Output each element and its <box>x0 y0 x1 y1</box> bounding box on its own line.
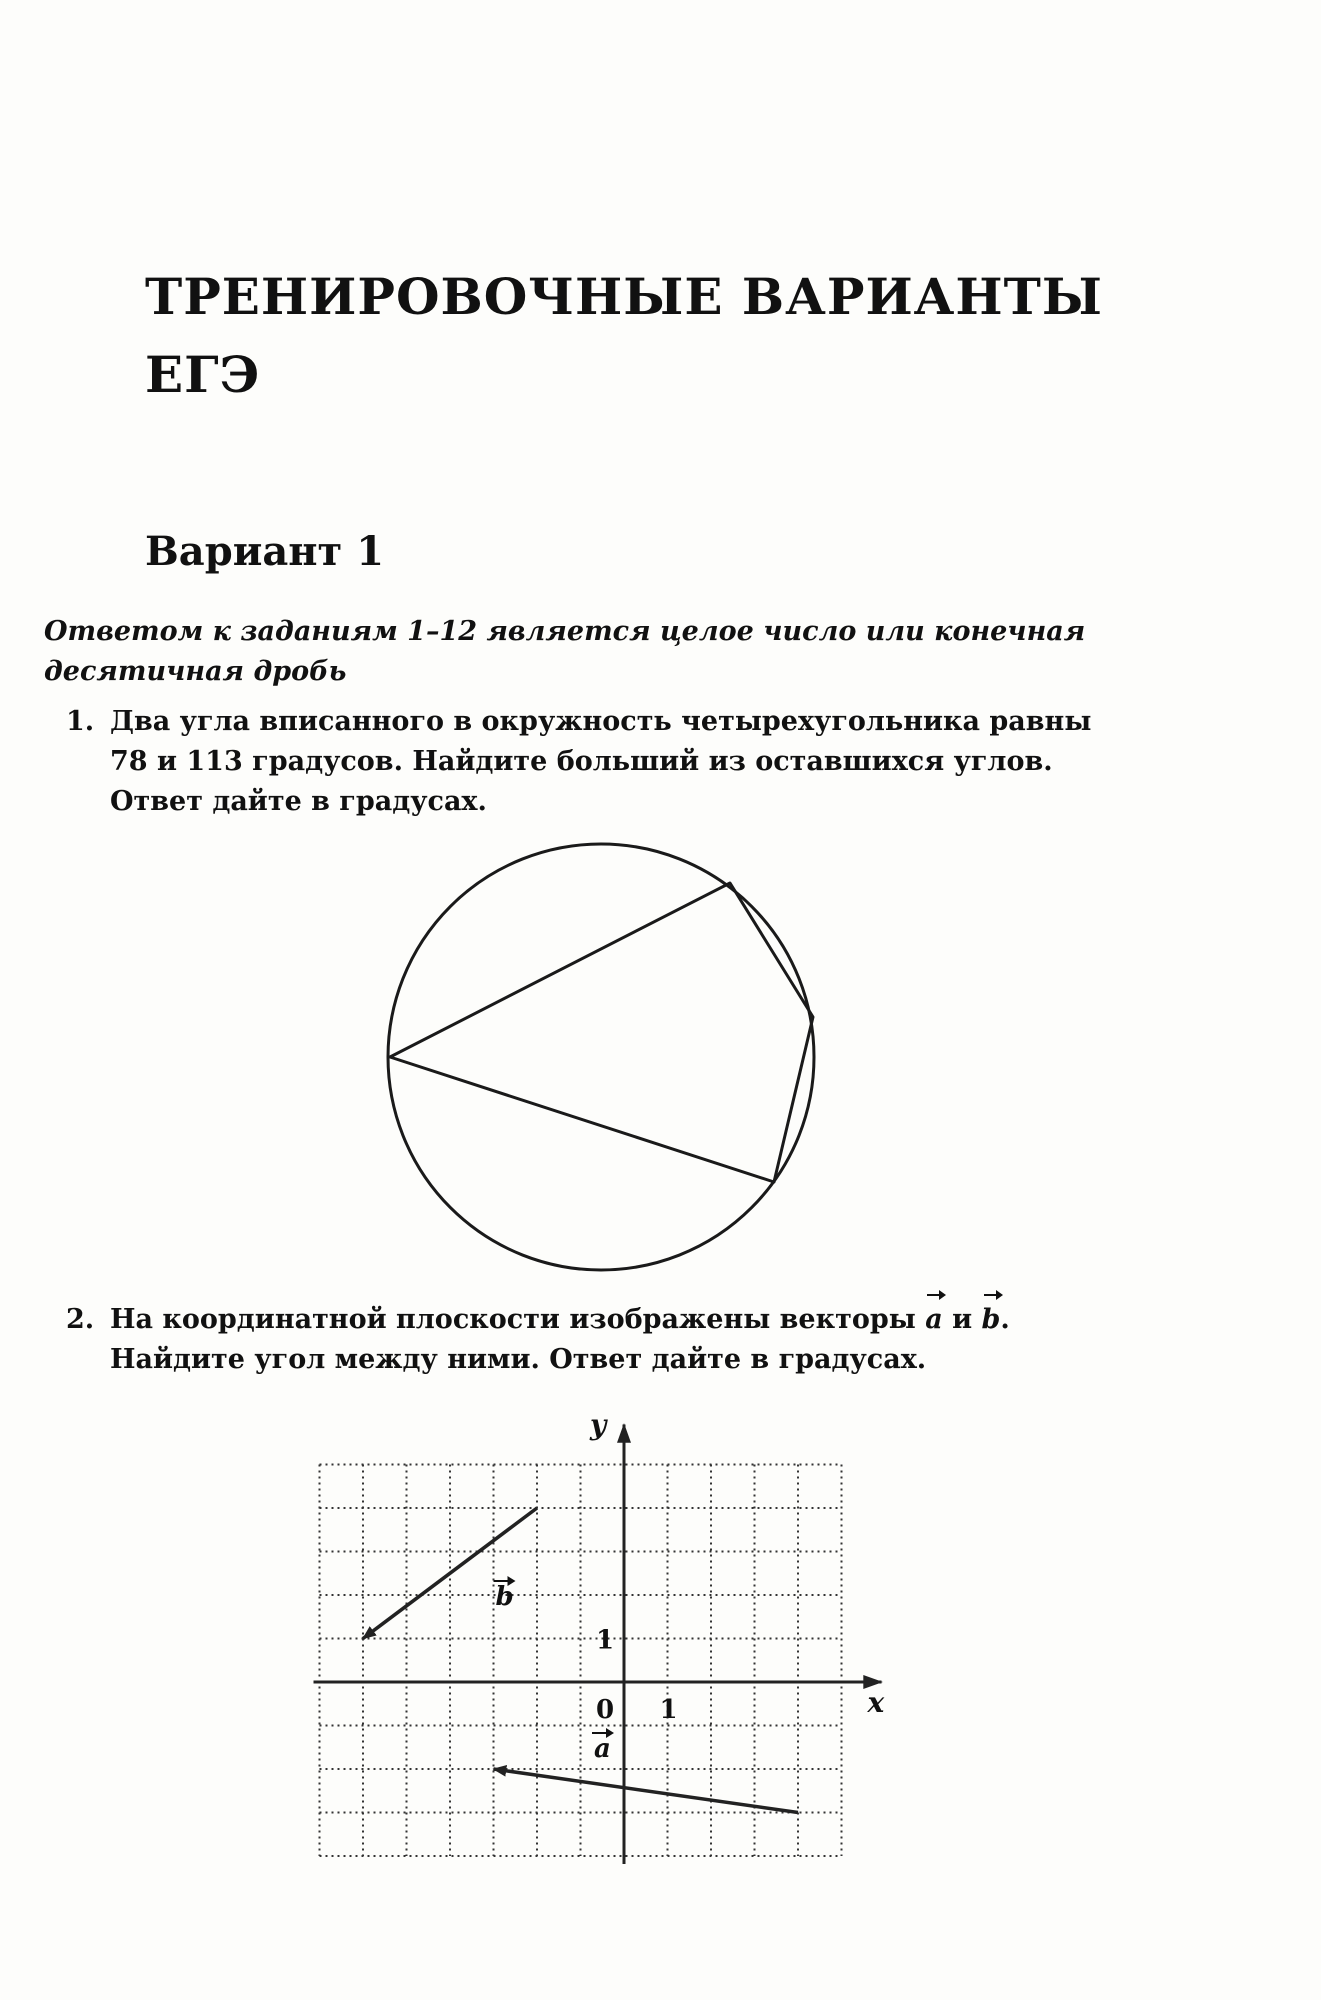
origin-label: 0 <box>596 1695 615 1725</box>
x-axis-label: x <box>867 1686 885 1719</box>
vector-a-arrow <box>494 1769 799 1813</box>
inscribed-quadrilateral-figure <box>380 835 840 1295</box>
task-2-vector-a: a <box>925 1300 943 1340</box>
dotted-grid <box>320 1465 842 1857</box>
coordinate-plane-figure <box>290 1400 910 1880</box>
vector-a-label: a <box>594 1734 611 1764</box>
vector-b-label: b <box>495 1582 514 1612</box>
task-1-text: Два угла вписанного в окружность четырехугольника равны 78 и 113 градусов. Найдите больший из оставшихся углов. Ответ дайте в градусах. <box>110 706 1092 817</box>
task-2-vector-b: b <box>982 1300 1001 1340</box>
instruction-text: Ответом к заданиям 1–12 является целое число или конечная десятичная дробь <box>44 616 1086 687</box>
task-2-text-after: . Найдите угол между ними. Ответ дайте в градусах. <box>110 1304 1010 1375</box>
task-1-number: 1. <box>66 706 95 737</box>
task-2-text-before: На координатной плоскости изображены векторы <box>110 1304 926 1335</box>
inscribed-quadrilateral <box>390 883 813 1182</box>
title-line-2: ЕГЭ <box>145 345 261 404</box>
task-1 <box>66 702 1110 822</box>
task-2 <box>66 1300 1120 1380</box>
task-2-number: 2. <box>66 1304 95 1335</box>
task-2-conjunction: и <box>942 1304 982 1335</box>
vector-b-arrow <box>363 1508 537 1639</box>
y-axis-label: y <box>590 1408 607 1442</box>
title-line-1: ТРЕНИРОВОЧНЫЕ ВАРИАНТЫ <box>145 267 1103 326</box>
x-tick-label: 1 <box>659 1695 678 1725</box>
page-title <box>145 258 1103 414</box>
circumscribed-circle <box>388 844 814 1270</box>
y-tick-label: 1 <box>596 1625 615 1656</box>
variant-heading: Вариант 1 <box>145 528 385 575</box>
